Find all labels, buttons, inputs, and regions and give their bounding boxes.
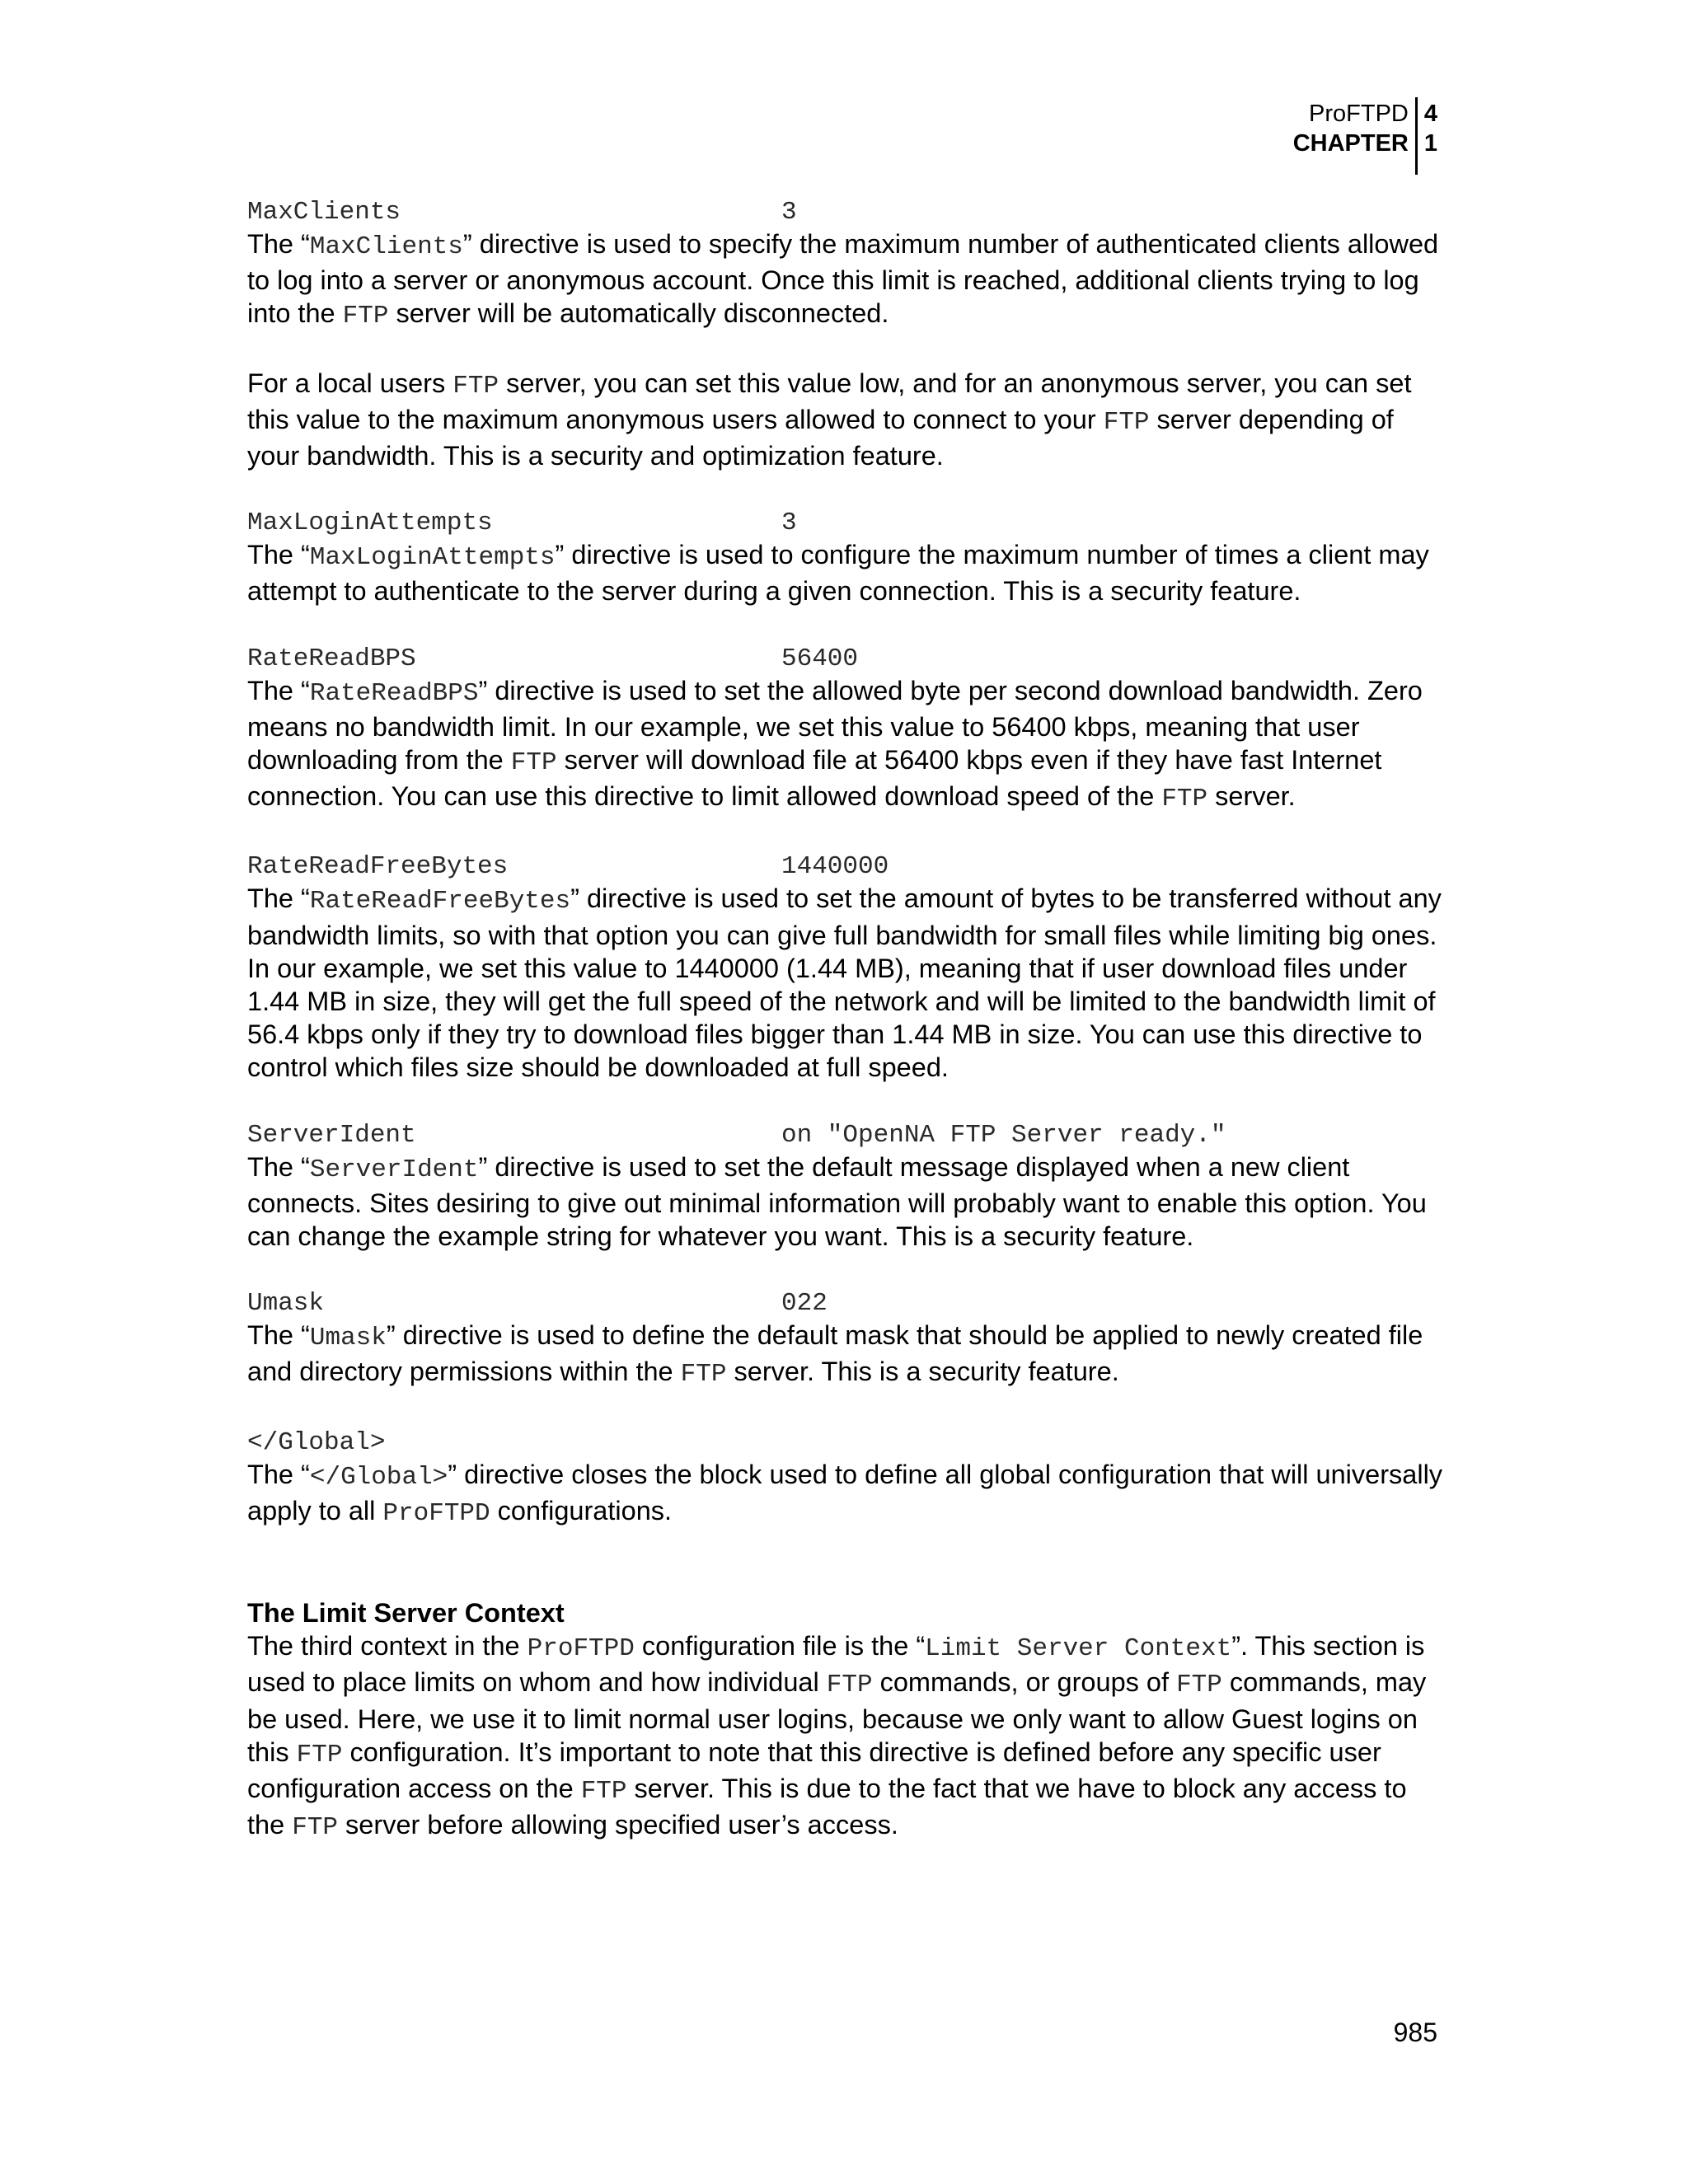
inline-code: RateReadBPS: [309, 678, 479, 708]
section-spacer: [247, 472, 1451, 505]
header-chapter-label: CHAPTER: [1292, 130, 1409, 157]
inline-code: MaxLoginAttempts: [309, 543, 556, 573]
directive-value: 56400: [781, 644, 859, 673]
directive-name: MaxClients: [247, 198, 401, 227]
directive-maxloginattempts: [247, 505, 1451, 607]
text-run: The “: [247, 229, 310, 259]
text-run: ” directive is used to specify the maximum number of authenticated clients allowed to log into a server or anonymous account. Once this limit is reached, additional clients trying to log into the: [247, 229, 1439, 329]
inline-code: FTP: [452, 371, 499, 401]
directive-name: </Global>: [247, 1427, 386, 1457]
directive-value: 1440000: [781, 852, 889, 882]
directive-description: [247, 367, 1451, 473]
text-run: The “: [247, 883, 310, 914]
text-run: The “: [247, 675, 310, 705]
inline-code: ProFTPD: [382, 1498, 490, 1528]
chapter-number-line-1: 4: [1423, 101, 1437, 127]
text-run: ” directive is used to define the default mask that should be applied to newly created file and directory permissions within the: [247, 1320, 1423, 1387]
directive-config-line: [247, 1118, 1451, 1151]
directive-config-line: [247, 849, 1451, 882]
inline-code: FTP: [342, 302, 389, 331]
directive-value: 022: [781, 1289, 828, 1319]
text-run: commands, may be used. Here, we use it to limit normal user logins, because we only want to allow Guest logins on this: [247, 1667, 1427, 1767]
directive-umask: [247, 1286, 1451, 1391]
text-run: configuration. It’s important to note that this directive is defined before any specific user configuration access on the: [247, 1736, 1381, 1804]
section-spacer: [247, 1392, 1451, 1425]
directive-ratereadfreebytes: [247, 849, 1451, 1084]
inline-code: Umask: [309, 1324, 387, 1353]
inline-code: ProFTPD: [527, 1634, 635, 1664]
directive-description: [247, 1319, 1451, 1391]
inline-code: FTP: [680, 1360, 727, 1390]
text-run: server before allowing specified user’s access.: [338, 1810, 898, 1840]
text-run: commands, or groups of: [872, 1667, 1177, 1698]
section-spacer: [247, 1085, 1451, 1118]
chapter-number-line-2: 1: [1423, 130, 1437, 157]
inline-code: Limit Server Context: [925, 1634, 1232, 1664]
directive-name: ServerIdent: [247, 1120, 416, 1150]
directive-config-line: [247, 1286, 1451, 1319]
directive-value: 3: [781, 509, 797, 538]
directive-name: MaxLoginAttempts: [247, 509, 493, 538]
text-run: configuration file is the “: [634, 1631, 926, 1661]
section-heading: The Limit Server Context: [247, 1598, 565, 1629]
text-run: server will be automatically disconnected.: [388, 298, 889, 329]
directive-name: RateReadBPS: [247, 644, 416, 673]
directive-description: [247, 227, 1451, 334]
text-run: server. This is due to the fact that we have to block any access to the: [247, 1774, 1407, 1840]
directive-config-line: [247, 641, 1451, 674]
section-spacer: [247, 608, 1451, 641]
directive-config-line: [247, 1425, 1451, 1458]
section-spacer: [247, 1530, 1451, 1596]
directive-name: Umask: [247, 1289, 325, 1319]
text-run: server depending of your bandwidth. This is a security and optimization feature.: [247, 404, 1394, 471]
directive-description: [247, 538, 1451, 607]
page-body: [247, 194, 1451, 1845]
page-number: 985: [1393, 2018, 1437, 2047]
limit-server-context-section: [247, 1596, 1451, 1844]
text-run: The “: [247, 1151, 310, 1182]
directive-name: RateReadFreeBytes: [247, 852, 509, 882]
inline-code: FTP: [296, 1740, 343, 1769]
directive-value: on "OpenNA FTP Server ready.": [781, 1120, 1226, 1150]
text-run: The “: [247, 1320, 310, 1351]
directive-config-line: [247, 194, 1451, 227]
inline-code: </Global>: [309, 1462, 448, 1492]
text-run: configurations.: [490, 1495, 673, 1526]
text-run: The “: [247, 540, 310, 570]
inline-code: FTP: [580, 1777, 627, 1807]
directive-description: [247, 674, 1451, 817]
text-run: ” directive is used to set the amount of bytes to be transferred without any bandwidth limits, so with that option you can give full bandwidth for small files while limiting big ones. In our example, we set this value to 1440000 (1.44 MB), meaning that if user download files under 1.44 MB in size, they will get the full speed of the network and will be limited to the bandwidth limit of 56.4 kbps only if they try to download files bigger than 1.44 MB in size. You can use this directive to control which files size should be downloaded at full speed.: [247, 883, 1442, 1083]
text-run: server.: [1207, 781, 1296, 812]
directive-description: [247, 882, 1451, 1084]
text-run: The “: [247, 1459, 310, 1489]
directive-maxclients: [247, 194, 1451, 472]
directive-config-line: [247, 505, 1451, 538]
directive-description: [247, 1458, 1451, 1530]
section-spacer: [247, 1253, 1451, 1286]
inline-code: MaxClients: [309, 232, 463, 261]
inline-code: ServerIdent: [309, 1155, 479, 1184]
text-run: server. This is a security feature.: [726, 1357, 1119, 1387]
paragraph-spacer: [247, 334, 1451, 367]
header-text: [1293, 97, 1415, 158]
directive-serverident: [247, 1118, 1451, 1254]
text-run: server, you can set this value low, and for an anonymous server, you can set this value to the maximum anonymous users allowed to connect to your: [247, 368, 1412, 434]
inline-code: RateReadFreeBytes: [309, 887, 571, 916]
text-run: ” directive is used to configure the maximum number of times a client may attempt to authenticate to the server during a given connection. This is a security feature.: [247, 540, 1429, 607]
directive-global: [247, 1425, 1451, 1530]
inline-code: FTP: [510, 748, 557, 778]
inline-code: FTP: [1103, 407, 1150, 437]
text-run: ” directive is used to set the allowed byte per second download bandwidth. Zero means no bandwidth limit. In our example, we set this value to 56400 kbps, meaning that user downloading from the: [247, 675, 1423, 776]
text-run: server will download file at 56400 kbps even if they have fast Internet connection. You can use this directive to limit allowed download speed of the: [247, 745, 1382, 812]
directive-description: [247, 1151, 1451, 1254]
inline-code: FTP: [826, 1671, 873, 1700]
directive-value: 3: [781, 198, 797, 227]
running-header: [1293, 97, 1437, 175]
section-paragraph: [247, 1629, 1451, 1844]
inline-code: FTP: [292, 1813, 339, 1843]
text-run: ” directive closes the block used to define all global configuration that will universally apply to all: [247, 1459, 1443, 1526]
header-title: ProFTPD: [1309, 101, 1409, 127]
inline-code: FTP: [1161, 785, 1208, 814]
text-run: The third context in the: [247, 1631, 528, 1661]
inline-code: FTP: [1176, 1671, 1222, 1700]
directive-ratereadbps: [247, 641, 1451, 817]
text-run: ” directive is used to set the default message displayed when a new client connects. Sites desiring to give out minimal information will probably want to enable this option. You can change the example string for whatever you want. This is a security feature.: [247, 1151, 1427, 1252]
header-chapter-number: [1418, 97, 1437, 158]
section-spacer: [247, 816, 1451, 849]
text-run: For a local users: [247, 368, 453, 398]
text-run: ”. This section is used to place limits on whom and how individual: [247, 1631, 1425, 1698]
